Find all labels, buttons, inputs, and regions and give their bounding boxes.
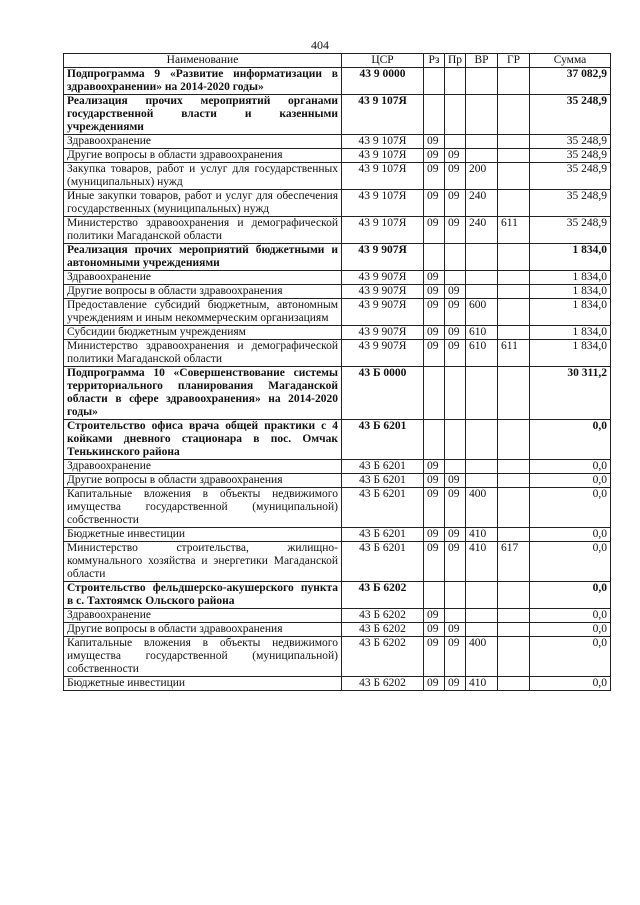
cell-pr [445,367,466,420]
cell-vr [466,609,498,623]
cell-gr [498,149,530,163]
cell-sum: 0,0 [530,474,611,488]
cell-vr [466,149,498,163]
table-row [64,474,611,488]
cell-gr [498,367,530,420]
cell-rz: 09 [424,326,445,340]
cell-rz: 09 [424,190,445,217]
cell-csr: 43 9 0000 [342,68,424,95]
cell-sum: 1 834,0 [530,299,611,326]
cell-name: Подпрограмма 10 «Совершенствование системы территориального планирования Магаданской области в сфере здравоохранения» на 2014-2020 годы» [64,367,342,420]
table-row-section [64,582,611,609]
cell-pr: 09 [445,326,466,340]
cell-rz: 09 [424,135,445,149]
cell-vr: 610 [466,326,498,340]
cell-rz: 09 [424,542,445,582]
cell-gr: 611 [498,217,530,244]
header-vr: ВР [466,54,498,68]
cell-name: Другие вопросы в области здравоохранения [64,149,342,163]
cell-name: Строительство офиса врача общей практики с 4 койками дневного стационара в пос. Омчак Тенькинского района [64,420,342,460]
table-row [64,299,611,326]
cell-name: Другие вопросы в области здравоохранения [64,474,342,488]
table-row [64,217,611,244]
cell-sum: 0,0 [530,420,611,460]
cell-sum: 35 248,9 [530,95,611,135]
cell-sum: 35 248,9 [530,149,611,163]
cell-name: Иные закупки товаров, работ и услуг для обеспечения государственных (муниципальных) нужд [64,190,342,217]
cell-name: Субсидии бюджетным учреждениям [64,326,342,340]
table-row-section [64,95,611,135]
cell-name: Предоставление субсидий бюджетным, автономным учреждениям и иным некоммерческим организациям [64,299,342,326]
table-row [64,460,611,474]
cell-sum: 1 834,0 [530,244,611,271]
cell-pr: 09 [445,149,466,163]
cell-name: Здравоохранение [64,271,342,285]
cell-csr: 43 9 907Я [342,271,424,285]
cell-vr [466,623,498,637]
table-row [64,135,611,149]
cell-sum: 0,0 [530,542,611,582]
cell-sum: 0,0 [530,528,611,542]
cell-rz: 09 [424,340,445,367]
cell-vr: 410 [466,528,498,542]
cell-csr: 43 Б 6202 [342,623,424,637]
cell-vr: 600 [466,299,498,326]
table-row [64,163,611,190]
cell-sum: 30 311,2 [530,367,611,420]
cell-rz: 09 [424,623,445,637]
cell-csr: 43 Б 6201 [342,474,424,488]
cell-csr: 43 Б 6202 [342,677,424,691]
cell-name: Министерство здравоохранения и демографической политики Магаданской области [64,340,342,367]
header-pr: Пр [445,54,466,68]
cell-sum: 35 248,9 [530,217,611,244]
cell-pr [445,582,466,609]
cell-rz: 09 [424,609,445,623]
cell-vr [466,474,498,488]
cell-csr: 43 Б 6201 [342,488,424,528]
cell-pr: 09 [445,528,466,542]
cell-name: Закупка товаров, работ и услуг для государственных (муниципальных) нужд [64,163,342,190]
header-row [64,54,611,68]
cell-gr [498,488,530,528]
header-csr: ЦСР [342,54,424,68]
cell-gr [498,474,530,488]
cell-gr [498,285,530,299]
cell-vr [466,135,498,149]
cell-csr: 43 9 107Я [342,95,424,135]
cell-sum: 35 248,9 [530,190,611,217]
cell-rz: 09 [424,217,445,244]
cell-sum: 1 834,0 [530,326,611,340]
cell-pr: 09 [445,542,466,582]
cell-pr [445,420,466,460]
cell-name: Бюджетные инвестиции [64,528,342,542]
cell-rz: 09 [424,149,445,163]
cell-pr [445,244,466,271]
cell-csr: 43 9 907Я [342,244,424,271]
cell-gr [498,299,530,326]
cell-vr [466,95,498,135]
cell-gr [498,190,530,217]
cell-name: Бюджетные инвестиции [64,677,342,691]
cell-csr: 43 9 107Я [342,217,424,244]
cell-rz: 09 [424,637,445,677]
cell-vr: 410 [466,677,498,691]
cell-pr: 09 [445,190,466,217]
table-row-section [64,367,611,420]
table-row-section [64,420,611,460]
cell-vr [466,582,498,609]
cell-sum: 0,0 [530,488,611,528]
cell-vr: 610 [466,340,498,367]
cell-sum: 35 248,9 [530,163,611,190]
table-row-section [64,68,611,95]
cell-rz [424,420,445,460]
cell-name: Здравоохранение [64,135,342,149]
cell-rz: 09 [424,271,445,285]
cell-pr: 09 [445,299,466,326]
cell-rz [424,367,445,420]
cell-gr [498,271,530,285]
cell-sum: 0,0 [530,609,611,623]
cell-pr: 09 [445,340,466,367]
cell-csr: 43 Б 6202 [342,609,424,623]
table-header [64,54,611,68]
cell-sum: 0,0 [530,637,611,677]
cell-pr: 09 [445,285,466,299]
cell-name: Другие вопросы в области здравоохранения [64,623,342,637]
cell-vr [466,460,498,474]
cell-name: Здравоохранение [64,460,342,474]
cell-vr: 240 [466,190,498,217]
cell-vr: 200 [466,163,498,190]
cell-rz [424,68,445,95]
cell-rz: 09 [424,299,445,326]
cell-csr: 43 9 107Я [342,163,424,190]
cell-rz: 09 [424,488,445,528]
cell-sum: 1 834,0 [530,340,611,367]
cell-name: Реализация прочих мероприятий бюджетными и автономными учреждениями [64,244,342,271]
cell-name: Министерство строительства, жилищно-коммунального хозяйства и энергетики Магаданской области [64,542,342,582]
table-row-section [64,244,611,271]
cell-gr [498,68,530,95]
cell-pr: 09 [445,474,466,488]
cell-rz: 09 [424,163,445,190]
cell-gr: 617 [498,542,530,582]
cell-name: Капитальные вложения в объекты недвижимого имущества государственной (муниципальной) собственности [64,488,342,528]
cell-rz: 09 [424,474,445,488]
cell-pr [445,135,466,149]
cell-csr: 43 Б 6201 [342,528,424,542]
cell-pr: 09 [445,623,466,637]
cell-pr [445,68,466,95]
cell-vr [466,367,498,420]
cell-csr: 43 9 907Я [342,299,424,326]
table-row [64,542,611,582]
cell-vr [466,285,498,299]
cell-gr [498,163,530,190]
cell-gr [498,326,530,340]
cell-pr [445,95,466,135]
cell-gr [498,677,530,691]
cell-vr [466,420,498,460]
cell-csr: 43 Б 6201 [342,420,424,460]
cell-vr: 410 [466,542,498,582]
cell-gr [498,244,530,271]
cell-rz: 09 [424,285,445,299]
cell-rz: 09 [424,528,445,542]
budget-table [63,53,611,691]
cell-vr: 240 [466,217,498,244]
header-sum: Сумма [530,54,611,68]
cell-pr [445,609,466,623]
page-number: 404 [311,38,329,52]
cell-vr: 400 [466,488,498,528]
header-rz: Рз [424,54,445,68]
cell-vr [466,271,498,285]
cell-gr [498,528,530,542]
cell-gr [498,609,530,623]
cell-gr: 611 [498,340,530,367]
cell-csr: 43 9 107Я [342,190,424,217]
cell-sum: 37 082,9 [530,68,611,95]
cell-gr [498,135,530,149]
table-row [64,285,611,299]
cell-gr [498,95,530,135]
table-row [64,190,611,217]
header-gr: ГР [498,54,530,68]
cell-csr: 43 Б 6201 [342,542,424,582]
cell-csr: 43 9 907Я [342,285,424,299]
table-row [64,340,611,367]
table-row [64,149,611,163]
cell-pr: 09 [445,163,466,190]
header-name: Наименование [64,54,342,68]
cell-sum: 0,0 [530,460,611,474]
cell-csr: 43 9 107Я [342,149,424,163]
cell-csr: 43 9 907Я [342,326,424,340]
cell-gr [498,460,530,474]
table-body [64,68,611,691]
cell-gr [498,420,530,460]
cell-rz [424,582,445,609]
cell-name: Строительство фельдшерско-акушерского пункта в с. Тахтоямск Ольского района [64,582,342,609]
cell-pr: 09 [445,637,466,677]
cell-gr [498,623,530,637]
cell-rz [424,244,445,271]
cell-pr: 09 [445,488,466,528]
cell-name: Реализация прочих мероприятий органами государственной власти и казенными учреждениями [64,95,342,135]
cell-csr: 43 Б 6202 [342,637,424,677]
cell-pr [445,271,466,285]
cell-name: Министерство здравоохранения и демографической политики Магаданской области [64,217,342,244]
cell-gr [498,582,530,609]
cell-csr: 43 Б 0000 [342,367,424,420]
cell-sum: 1 834,0 [530,285,611,299]
cell-name: Другие вопросы в области здравоохранения [64,285,342,299]
cell-pr [445,460,466,474]
cell-vr [466,244,498,271]
cell-name: Капитальные вложения в объекты недвижимого имущества государственной (муниципальной) собственности [64,637,342,677]
cell-rz: 09 [424,677,445,691]
cell-csr: 43 9 907Я [342,340,424,367]
table-row [64,677,611,691]
cell-csr: 43 9 107Я [342,135,424,149]
table-row [64,326,611,340]
cell-name: Подпрограмма 9 «Развитие информатизации в здравоохранении» на 2014-2020 годы» [64,68,342,95]
cell-rz: 09 [424,460,445,474]
cell-gr [498,637,530,677]
cell-vr: 400 [466,637,498,677]
cell-pr: 09 [445,217,466,244]
cell-name: Здравоохранение [64,609,342,623]
table-row [64,637,611,677]
table-row [64,623,611,637]
cell-rz [424,95,445,135]
table-row [64,528,611,542]
cell-sum: 0,0 [530,623,611,637]
cell-sum: 0,0 [530,677,611,691]
cell-sum: 1 834,0 [530,271,611,285]
cell-pr: 09 [445,677,466,691]
cell-csr: 43 Б 6201 [342,460,424,474]
cell-sum: 35 248,9 [530,135,611,149]
cell-csr: 43 Б 6202 [342,582,424,609]
table-row [64,488,611,528]
table-row [64,271,611,285]
table-row [64,609,611,623]
cell-vr [466,68,498,95]
cell-sum: 0,0 [530,582,611,609]
